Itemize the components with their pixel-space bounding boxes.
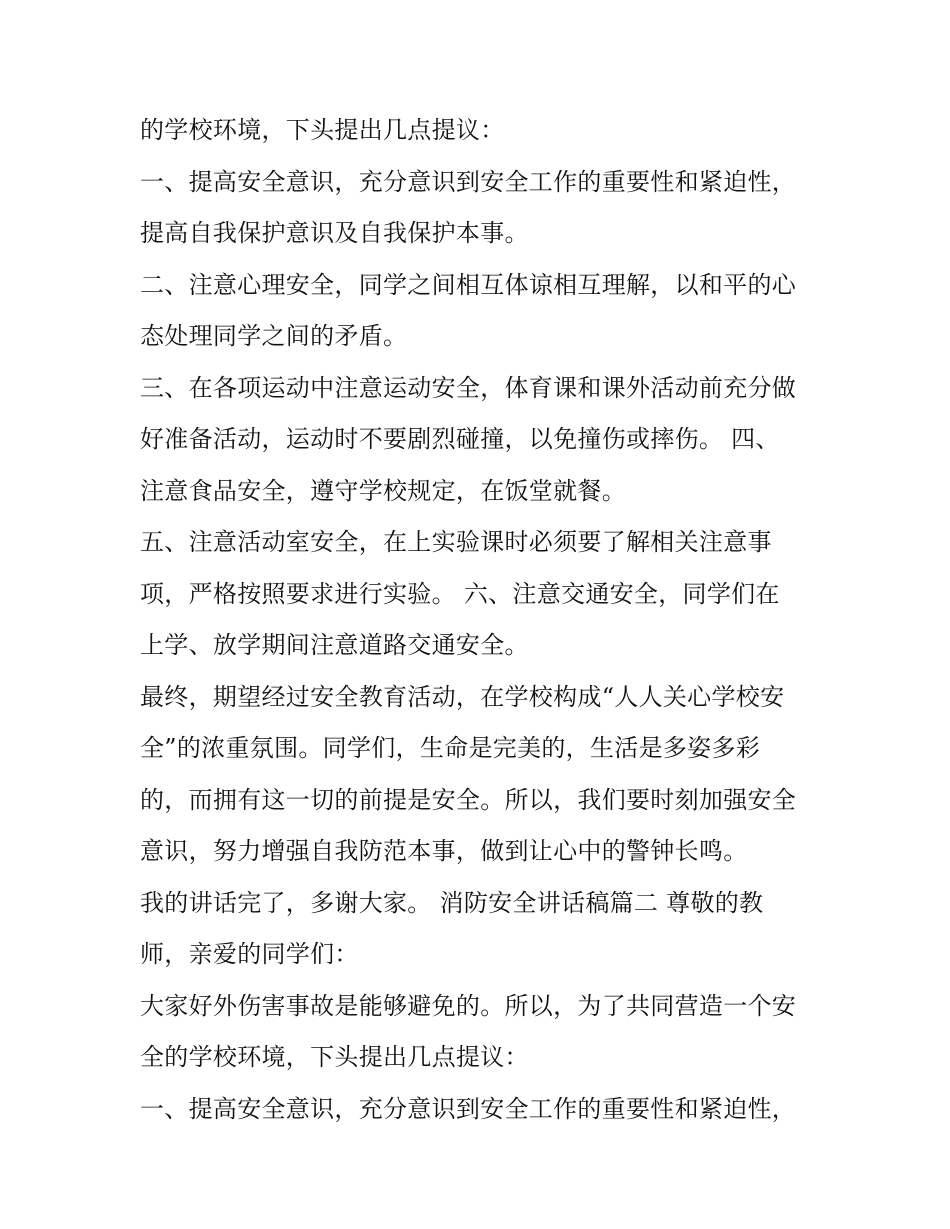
text-line: 二、注意心理安全，同学之间相互体谅相互理解，以和平的心 xyxy=(140,270,797,299)
text-line: 我的讲话完了，多谢大家。 消防安全讲话稿篇二 尊敬的教 xyxy=(140,888,764,917)
document-body xyxy=(140,105,830,1135)
text-line: 最终，期望经过安全教育活动，在学校构成“人人关心学校安 xyxy=(140,682,785,711)
text-line: 三、在各项运动中注意运动安全，体育课和课外活动前充分做 xyxy=(140,373,797,402)
text-line: 上学、放学期间注意道路交通安全。 xyxy=(140,631,529,659)
text-line: 的学校环境，下头提出几点提议： xyxy=(140,116,505,144)
text-line: 全”的浓重氛围。同学们，生命是完美的，生活是多姿多彩 xyxy=(140,734,761,762)
text-line: 五、注意活动室安全，在上实验课时必须要了解相关注意事 xyxy=(140,528,772,556)
text-line: 全的学校环境，下头提出几点提议： xyxy=(140,1043,529,1071)
text-line: 注意食品安全，遵守学校规定，在饭堂就餐。 xyxy=(140,476,626,505)
text-line: 项，严格按照要求进行实验。 六、注意交通安全，同学们在 xyxy=(140,579,780,608)
text-line: 提高自我保护意识及自我保护本事。 xyxy=(140,219,529,247)
text-line: 一、提高安全意识，充分意识到安全工作的重要性和紧迫性， xyxy=(140,167,797,196)
text-line: 好准备活动，运动时不要剧烈碰撞，以免撞伤或摔伤。 四、 xyxy=(140,425,780,453)
text-line: 大家好外伤害事故是能够避免的。所以，为了共同营造一个安 xyxy=(140,991,797,1020)
text-line: 师，亲爱的同学们： xyxy=(140,940,359,968)
text-line: 态处理同学之间的矛盾。 xyxy=(140,322,408,350)
text-line: 一、提高安全意识，充分意识到安全工作的重要性和紧迫性， xyxy=(140,1094,797,1123)
text-line: 的，而拥有这一切的前提是安全。所以，我们要时刻加强安全 xyxy=(140,785,797,814)
text-line: 意识，努力增强自我防范本事，做到让心中的警钟长鸣。 xyxy=(140,837,748,865)
